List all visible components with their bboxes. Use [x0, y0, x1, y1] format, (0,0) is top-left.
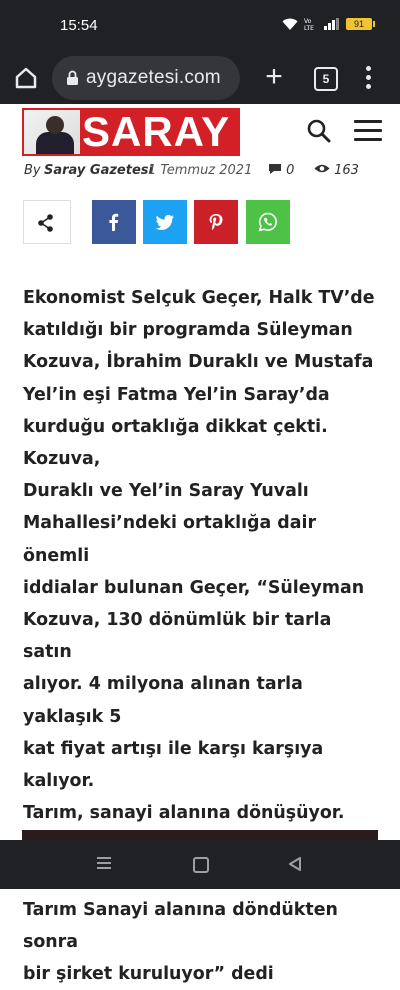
post-date: 1 Temmuz 2021	[148, 163, 253, 178]
twitter-icon	[155, 212, 175, 232]
article-line: Tarım, sanayi alanına dönüşüyor.	[23, 803, 345, 824]
logo-text: SARAY	[82, 108, 231, 155]
volte-icon	[304, 17, 318, 31]
article-line: alıyor. 4 milyona alınan tarla yaklaşık 5	[23, 674, 303, 727]
view-count-value: 163	[334, 163, 359, 178]
site-logo[interactable]	[22, 108, 240, 156]
facebook-icon	[104, 212, 124, 232]
article-line: Yel’in eşi Fatma Yel’in Saray’da	[23, 384, 330, 405]
whatsapp-icon	[258, 212, 278, 232]
eye-icon	[314, 163, 330, 174]
article-line: Tarım Sanayi alanına döndükten sonra	[23, 899, 338, 953]
whatsapp-share-button[interactable]	[246, 200, 290, 244]
article-line: iddialar bulunan Geçer, “Süleyman	[23, 577, 365, 598]
overflow-menu-icon[interactable]	[360, 64, 376, 92]
meta-by-label: By	[24, 163, 41, 178]
svg-text:Vo: Vo	[304, 18, 312, 25]
article-line: Duraklı ve Yel’in Saray Yuvalı	[23, 481, 309, 502]
back-icon[interactable]	[288, 856, 302, 872]
nav-home-icon[interactable]	[193, 857, 209, 873]
article-line: Kozuva, 130 dönümlük bir tarla satın	[23, 610, 332, 663]
comment-count-value: 0	[286, 163, 295, 178]
pinterest-share-button[interactable]	[194, 200, 238, 244]
logo-photo	[24, 110, 80, 154]
status-bar	[0, 0, 400, 52]
hamburger-menu-icon[interactable]	[354, 120, 382, 142]
article-line: kurduğu ortaklığa dikkat çekti. Kozuva,	[23, 416, 328, 470]
article-image-preview[interactable]	[22, 830, 378, 840]
site-header	[0, 104, 400, 158]
search-icon[interactable]	[306, 118, 332, 144]
share-toggle-button[interactable]	[23, 200, 71, 244]
article-line: kat fiyat artışı ile karşı karşıya kalıyor.	[23, 738, 324, 792]
battery-icon: 91	[346, 18, 372, 30]
system-nav-bar	[0, 840, 400, 889]
browser-toolbar	[0, 52, 400, 104]
article-line: Ekonomist Selçuk Geçer, Halk TV’de	[23, 288, 375, 308]
comment-icon	[268, 163, 282, 175]
comment-count[interactable]	[268, 163, 294, 178]
address-bar[interactable]	[52, 56, 240, 100]
tab-switcher-button[interactable]: 5	[314, 67, 338, 91]
article-line: katıldığı bir programda Süleyman	[23, 320, 353, 341]
wifi-icon	[282, 17, 298, 31]
share-icon	[36, 213, 56, 233]
url-text[interactable]: aygazetesi.com	[86, 67, 221, 88]
article-line: Mahallesi’ndeki ortaklığa dair önemli	[23, 513, 317, 566]
svg-text:LTE: LTE	[304, 25, 314, 31]
facebook-share-button[interactable]	[92, 200, 136, 244]
view-count	[314, 163, 359, 178]
status-icons	[282, 17, 372, 31]
home-icon[interactable]	[12, 64, 40, 92]
pinterest-icon	[206, 212, 226, 232]
signal-icon	[324, 18, 340, 30]
recent-apps-icon[interactable]	[97, 856, 111, 870]
article-line: bir şirket kuruluyor” dedi	[23, 964, 274, 985]
lock-icon[interactable]	[66, 70, 79, 86]
new-tab-icon[interactable]: +	[265, 60, 283, 93]
twitter-share-button[interactable]	[143, 200, 187, 244]
status-time: 15:54	[60, 17, 98, 34]
article-line: Kozuva, İbrahim Duraklı ve Mustafa	[23, 352, 374, 373]
author-link[interactable]: Saray Gazetesi	[44, 163, 153, 178]
